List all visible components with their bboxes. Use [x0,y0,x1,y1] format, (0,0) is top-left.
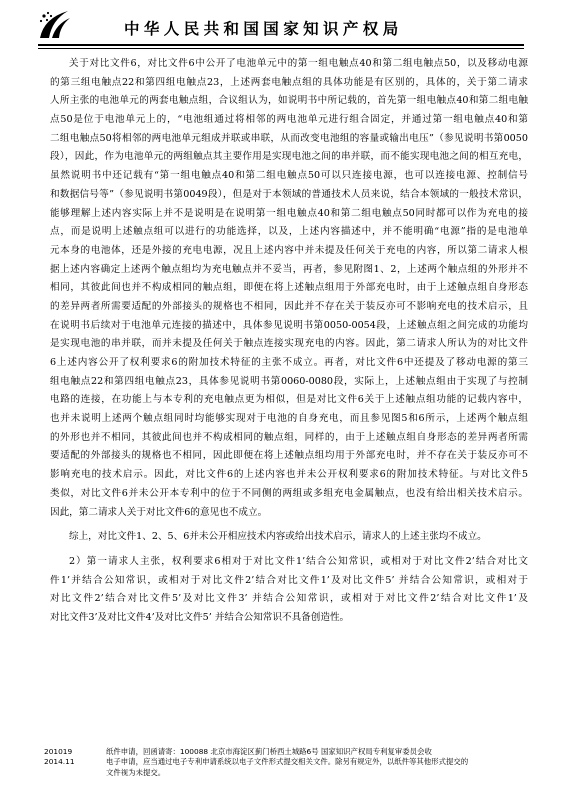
text-line: 类似，对比文件6并未公开本专利中的位于不同侧的两组或多组充电金属触点，也没有给出相关技术启示。 [50,487,528,499]
text-line: 对比文件3’及对比文件4’及对比文件5’ 并结合公知常识不具备创造性。 [50,611,350,623]
text-line: 也并未说明上述两个触点组同时均能够实现对于电池的自身充电，而且参见图5和6所示，上述两个触点组 [50,413,528,425]
footer-row [44,757,532,767]
text-line: 因此，第二请求人关于对比文件6的意见也不成立。 [50,506,268,518]
text-line: 人所主张的电池单元的两套电触点组，合议组认为，如说明书中所记载的，首先第一组电触点40和第二组电触 [50,95,528,107]
footer-row [44,768,532,778]
text-line: 段），因此，作为电池单元的两组触点其主要作用是实现电池之间的串并联，而不能实现电池之间的相互充电， [50,151,528,163]
footer-note: 纸件申请，回函请寄：100088 北京市海淀区蓟门桥西土城路6号 国家知识产权局专利复审委员会收 [106,747,432,756]
text-line: 件1’并结合公知常识，或相对于对比文件2’结合对比文件1’及对比文件5’ 并结合公知常识，或相对于 [50,574,528,586]
text-line: 相同，其彼此间也并不构成相同的触点组，即便在将上述触点组用于外部充电时，由于上述触点组自身形态 [50,282,528,294]
document-body [50,55,528,628]
text-line: 关于对比文件6，对比文件6中公开了电池单元中的第一组电触点40和第二组电触点50，以及移动电源 [69,58,528,69]
text-line: 和数据信号等”（参见说明书第0049段），但是对于本领域的普通技术人员来说，结合本领域的一般技术常识， [50,188,528,200]
form-version: 2014.11 [44,757,75,767]
text-line: 在说明书后续对于电池单元连接的描述中，具体参见说明书第0050-0054段，上述触点组之间完成的功能均 [50,319,528,331]
text-line: 6上述内容公开了权利要求6的附加技术特征的主张不成立。再者，对比文件6中还提及了移动电源的第三 [50,357,528,368]
text-line: 能够理解上述内容实际上并不是说明是在说明第一组电触点40和第二组电触点50同时都可以作为充电的接 [50,207,528,219]
text-line: 的差异两者所需要适配的外部接头的规格也不相同，因此并不存在关于装反亦可不影响充电的技术启示，且 [50,300,528,312]
text-line: 元本身的电池体，还是外接的充电电源，况且上述内容中并未提及任何关于充电的内容，所以第二请求人根 [50,244,528,256]
text-line: 点，而是说明上述触点组可以进行的功能选择，以及，上述内容描述中，并不能明确“电源”指的是电池单 [50,226,528,238]
footer-spacer [44,768,106,778]
text-line: 综上，对比文件1、2、5、6并未公开相应技术内容或给出技术启示，请求人的上述主张均不成立。 [69,531,487,543]
organization-title: 中华人民共和国国家知识产权局 [124,20,403,38]
paragraph-contrast-document-6 [50,55,528,522]
header-divider-thin [38,48,524,49]
page-footer [44,747,532,778]
text-line: 组电触点22和第四组电触点23，具体参见说明书第0060-0080段，实际上，上述触点组由于实现了与控制 [50,375,528,387]
text-line: 2）第一请求人主张，权利要求6相对于对比文件1’结合公知常识，或相对于对比文件2’结合对比文 [69,555,528,567]
paragraph-first-requester-claim [50,553,528,628]
text-line: 的第三组电触点22和第四组电触点23，上述两套电触点组的具体功能是有区别的，具体的，关于第二请求 [50,76,528,88]
text-line: 据上述内容确定上述两个触点组均为充电触点并不妥当，再者，参见附图1、2，上述两个触点组的外形并不 [50,263,528,275]
text-line: 是实现电池的串并联，而并未提及任何关于触点连接实现充电的内容。因此，第二请求人所认为的对比文件 [50,338,528,350]
footer-note: 电子申请，应当通过电子专利申请系统以电子文件形式提交相关文件。除另有规定外，以纸件等其他形式提交的 [106,757,469,767]
text-line: 二组电触点50将相邻的两电池单元组成并联或串联，从而改变电池组的容量或输出电压”（参见说明书第0050 [50,132,528,144]
text-line: 虽然说明书中还记载有“第一组电触点40和第二组电触点50可以只连接电源，也可以连接电源、控制信号 [50,170,528,182]
text-line: 的外形也并不相同，其彼此间也并不构成相同的触点组，同样的，由于上述触点组自身形态的差异两者所需 [50,431,528,443]
page-header [0,0,565,44]
text-line: 要适配的外部接头的规格也不相同，因此即便在将上述触点组均用于外部充电时，并不存在关于装反亦可不 [50,450,528,462]
text-line: 对比文件2’结合对比文件5’及对比文件3’ 并结合公知常识，或相对于对比文件2’结合对比文件1’及 [50,593,528,605]
text-line: 点50是位于电池单元上的，“电池组通过将相邻的两电池单元进行组合固定，并通过第一组电触点40和第 [50,114,528,126]
paragraph-summary [50,528,528,547]
footer-note: 文件视为未提交。 [106,767,166,777]
footer-row [44,747,532,757]
text-line: 电路的连接，在功能上与本专利的充电触点更为相似，但是对比文件6关于上述触点组功能的记载内容中， [50,394,528,406]
text-line: 影响充电的技术启示。因此，对比文件6的上述内容也并未公开权利要求6的附加技术特征。与对比文件5 [50,469,528,481]
header-divider [38,44,524,46]
form-code: 201019 [44,747,73,756]
cnipa-logo-icon [38,8,72,42]
